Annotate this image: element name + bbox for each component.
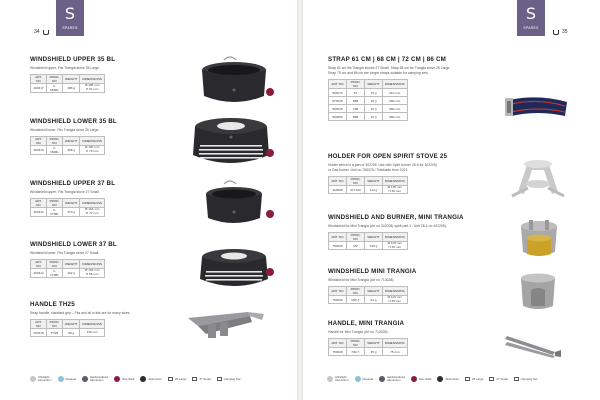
spec-header: PROD. NO	[47, 75, 63, 84]
spec-header: ART. NO	[31, 320, 47, 329]
legend-item: Ultralight Aluminium	[327, 376, 349, 382]
product-title: WINDSHIELD LOWER 35 BL	[30, 118, 117, 125]
spec-header: PROD. NO	[347, 80, 365, 89]
spec-header: ART. NO	[329, 177, 347, 186]
spec-header: WEIGHT	[365, 177, 383, 186]
section-tab[interactable]	[517, 0, 545, 36]
spec-header: WEIGHT	[365, 339, 383, 348]
holder-image	[508, 148, 568, 204]
non-stick-icon	[114, 376, 120, 382]
legend-item: Duossal	[355, 376, 373, 382]
table-row	[329, 97, 408, 105]
product-title: STRAP 61 CM | 68 CM | 72 CM | 86 CM	[328, 56, 446, 63]
non-stick-badge-icon	[266, 210, 274, 218]
spec-cell: 880 mm	[383, 113, 408, 121]
spec-cell: 15 g	[365, 89, 383, 97]
camping-set-icon	[217, 377, 222, 381]
spec-header: WEIGHT	[365, 80, 383, 89]
ultralight-aluminium-icon	[30, 376, 36, 382]
product-description: Holder which is a part of 302205. Use with Spirit burner 28-6 for 302205)	[328, 163, 437, 167]
table-row	[329, 348, 408, 356]
spec-cell: SH-120	[347, 186, 365, 194]
left-page	[0, 0, 297, 400]
spec-header: PROD. NO	[47, 137, 63, 146]
spec-cell: 750030	[329, 296, 347, 304]
spec-header: ART. NO	[31, 137, 47, 146]
page-number	[34, 29, 49, 35]
non-stick-badge-icon	[266, 88, 274, 96]
spec-header: PROD. NO	[347, 339, 365, 348]
product-description: Windshield lower. Fits Trangia stove 27 Small.	[30, 251, 100, 255]
material-legend	[30, 376, 240, 382]
spec-header: PROD. NO	[347, 287, 365, 296]
product-block	[328, 320, 408, 356]
product-title: WINDSHIELD UPPER 35 BL	[30, 56, 116, 63]
spec-cell: 900050	[329, 113, 347, 121]
product-block	[328, 56, 450, 121]
spec-header: WEIGHT	[63, 137, 80, 146]
spec-cell: 98 g	[63, 329, 80, 337]
spec-cell: V-353BL	[47, 84, 63, 93]
legend-item: Non-Stick	[114, 376, 135, 382]
windshield-upper-small-image	[196, 178, 274, 232]
ultralight-aluminium-icon	[327, 376, 333, 382]
spec-cell: 308 g	[63, 146, 80, 155]
product-title: WINDSHIELD UPPER 37 BL	[30, 180, 116, 187]
spec-cell: 18 g	[365, 97, 383, 105]
spec-table	[328, 176, 408, 194]
spec-cell: 610 mm	[383, 89, 408, 97]
spec-cell: V-374BL	[47, 269, 63, 278]
product-title: WINDSHIELD LOWER 37 BL	[30, 241, 117, 248]
spec-header: ART. NO	[31, 260, 47, 269]
spec-cell: 400314	[31, 269, 47, 278]
small-stove-icon	[489, 377, 494, 381]
non-stick-icon	[411, 376, 417, 382]
product-description: or Gas burner. Unit no 768378 / Trekkable from 2021.	[328, 168, 409, 172]
table-row	[329, 186, 408, 194]
spec-table	[30, 136, 105, 155]
product-block	[30, 56, 115, 93]
legend-item: 25 Large	[168, 377, 186, 381]
product-block	[30, 118, 117, 155]
spec-cell: HM-T	[347, 348, 365, 356]
spec-header: PROD. NO	[47, 260, 63, 269]
spec-header: DIMENSIONS	[383, 80, 408, 89]
spec-header: ART. NO	[329, 287, 347, 296]
spec-header: DIMENSIONS	[80, 75, 105, 84]
spec-cell: 68B	[347, 97, 365, 105]
spec-cell: TH25	[47, 329, 63, 337]
section-letter: S	[64, 4, 76, 23]
spec-table	[30, 259, 105, 278]
spec-header: DIMENSIONS	[80, 260, 105, 269]
spec-cell: V-354BL	[47, 146, 63, 155]
spec-header: DIMENSIONS	[383, 287, 408, 296]
aluminium-icon	[140, 376, 146, 382]
camping-set-icon	[514, 377, 519, 381]
pot-icon	[553, 30, 559, 35]
spec-header: DIMENSIONS	[383, 233, 408, 242]
burner-image	[511, 212, 567, 262]
strap-image	[503, 90, 573, 132]
spec-header: ART. NO	[329, 80, 347, 89]
legend-item: Aluminium	[437, 376, 459, 382]
non-stick-badge-icon	[266, 149, 274, 157]
spec-header: PROD. NO	[347, 177, 365, 186]
non-stick-badge-icon	[266, 268, 274, 276]
spec-cell: 192 g	[63, 269, 80, 278]
spec-table	[30, 198, 105, 217]
duossal-icon	[355, 376, 361, 382]
product-block	[328, 153, 447, 194]
product-title: WINDSHIELD AND BURNER, MINI TRANGIA	[328, 214, 464, 221]
legend-item: Ultralight Aluminium	[30, 376, 52, 382]
spec-cell: Ø 186 mm H 91 mm	[80, 84, 105, 93]
spec-cell: 61	[347, 89, 365, 97]
spec-header: DIMENSIONS	[80, 199, 105, 208]
legend-item: Hardanodized Aluminium	[82, 376, 108, 382]
spec-cell: 19 g	[365, 113, 383, 121]
legend-item: Camping Set	[514, 377, 538, 381]
spec-table	[30, 319, 105, 337]
legend-item: 25 Large	[465, 377, 483, 381]
handle-mini-image	[503, 330, 563, 360]
spec-cell: Ø 135 mm H 62 mm	[383, 186, 408, 194]
large-stove-icon	[465, 377, 470, 381]
table-row	[329, 89, 408, 97]
spec-header: WEIGHT	[63, 320, 80, 329]
spec-cell: 35 g	[365, 348, 383, 356]
material-legend	[327, 376, 537, 382]
spec-table	[328, 338, 408, 356]
legend-item: Non-Stick	[411, 376, 432, 382]
section-name: SPARES	[62, 26, 78, 30]
spec-cell: 880 mm	[383, 105, 408, 113]
legend-item: Duossal	[58, 376, 76, 382]
spec-header: WEIGHT	[365, 287, 383, 296]
page-number	[553, 29, 568, 35]
product-description: Windshield upper. Fits Trangia stove 25 Large.	[30, 66, 100, 70]
spec-cell: MW-T	[347, 296, 365, 304]
legend-item: Camping Set	[217, 377, 241, 381]
windshield-lower-image	[188, 115, 274, 173]
spec-table	[328, 79, 408, 121]
spec-header: DIMENSIONS	[383, 339, 408, 348]
section-letter: S	[525, 4, 537, 23]
spec-header: ART. NO	[31, 199, 47, 208]
product-block	[30, 180, 115, 217]
spec-header: WEIGHT	[63, 75, 80, 84]
windshield-mini-image	[513, 270, 563, 314]
windshield-lower-small-image	[194, 247, 274, 293]
spec-cell: 136 mm	[80, 329, 105, 337]
pot-icon	[43, 30, 49, 35]
product-title: HOLDER FOR OPEN SPIRIT STOVE 25	[328, 153, 448, 160]
spec-cell: 900070	[329, 89, 347, 97]
spec-header: ART. NO	[329, 339, 347, 348]
spec-header: ART. NO	[329, 233, 347, 242]
spec-header: DIMENSIONS	[80, 137, 105, 146]
spec-cell: M2	[347, 242, 365, 250]
hardanodized-icon	[379, 376, 385, 382]
spec-header: PROD. NO	[47, 199, 63, 208]
spec-cell: 400318	[31, 329, 47, 337]
spec-cell: Ø 103 mm H 65 mm	[383, 242, 408, 250]
product-block	[30, 241, 117, 278]
spec-cell: 19 g	[365, 105, 383, 113]
product-block	[328, 268, 416, 304]
product-description: Windshield for Mini Trangia (Art no 713028).	[328, 278, 395, 282]
spec-cell: 750028	[329, 348, 347, 356]
spec-cell: Ø 103 mm H 65 mm	[383, 296, 408, 304]
product-title: HANDLE, MINI TRANGIA	[328, 320, 405, 327]
spec-cell: Ø 163 mm H 72 mm	[80, 208, 105, 217]
product-description: Windshield lower. Fits Trangia stove 25 Large.	[30, 128, 100, 132]
legend-item: 27 Small	[489, 377, 507, 381]
section-tab[interactable]	[56, 0, 84, 36]
large-stove-icon	[168, 377, 173, 381]
spec-table	[30, 74, 105, 93]
spec-header: ART. NO	[31, 75, 47, 84]
legend-item: 27 Small	[192, 377, 210, 381]
spec-cell: 750025	[329, 242, 347, 250]
spec-header: WEIGHT	[63, 199, 80, 208]
product-description: Strap 61 cm fits Trangia stoves 27 Small. Strap 68 cm for Trangia stove 25 Large.	[328, 66, 451, 70]
product-description: Handle for Mini Trangia (Art no 713028).	[328, 330, 389, 334]
spec-cell: 86B	[347, 113, 365, 121]
windshield-upper-image	[194, 54, 274, 110]
legend-item: Aluminium	[140, 376, 162, 382]
product-block	[328, 214, 464, 250]
spec-cell: 72B	[347, 105, 365, 113]
spec-cell: 400316	[31, 146, 47, 155]
spec-cell: Ø 190 mm H 78 mm	[80, 146, 105, 155]
handle-image	[186, 308, 266, 342]
table-row	[329, 113, 408, 121]
spec-cell: V-373BL	[47, 208, 63, 217]
spec-cell: Ø 163 mm H 58 mm	[80, 269, 105, 278]
spec-cell: 900015	[329, 105, 347, 113]
spec-header: DIMENSIONS	[383, 177, 408, 186]
spec-cell: 400314	[31, 208, 47, 217]
spec-cell: 112 g	[365, 186, 383, 194]
spec-cell: 680 mm	[383, 97, 408, 105]
spec-cell: 105 g	[365, 242, 383, 250]
duossal-icon	[58, 376, 64, 382]
spec-cell: 488 g	[63, 84, 80, 93]
product-description: Windshield upper. Fits Trangia stove 27 Small.	[30, 190, 100, 194]
product-description: Strap 75 cm and 86 cm are longer straps suitable for camping sets.	[328, 71, 429, 75]
spec-header: WEIGHT	[365, 233, 383, 242]
spec-cell: 370 g	[63, 208, 80, 217]
spec-header: DIMENSIONS	[80, 320, 105, 329]
spec-header: PROD. NO	[347, 233, 365, 242]
spec-cell: 403528	[329, 186, 347, 194]
table-row	[329, 296, 408, 304]
product-description: Strap handle, standard grip – Fits and all in kits are for many sizes.	[30, 311, 131, 315]
product-title: HANDLE TH25	[30, 301, 75, 308]
spec-cell: 870015	[329, 97, 347, 105]
legend-item: Hardanodized Aluminium	[379, 376, 405, 382]
spec-header: PROD. NO	[47, 320, 63, 329]
table-row	[329, 105, 408, 113]
product-description: Windshield for Mini Trangia (Art no 302028) spirit part 1 , Unit 28-2 no 402205).	[328, 224, 447, 228]
product-title: WINDSHIELD MINI TRANGIA	[328, 268, 417, 275]
table-row	[329, 242, 408, 250]
right-page	[303, 0, 600, 400]
spec-cell: 81 g	[365, 296, 383, 304]
spec-header: WEIGHT	[63, 260, 80, 269]
hardanodized-icon	[82, 376, 88, 382]
page-number-text: 35	[562, 29, 568, 35]
aluminium-icon	[437, 376, 443, 382]
spec-table	[328, 232, 408, 250]
spec-table	[328, 286, 408, 304]
small-stove-icon	[192, 377, 197, 381]
spec-cell: 75 mm	[383, 348, 408, 356]
section-name: SPARES	[523, 26, 539, 30]
product-block	[30, 301, 130, 337]
spec-cell: 400317	[31, 84, 47, 93]
page-number-text: 34	[34, 29, 40, 35]
